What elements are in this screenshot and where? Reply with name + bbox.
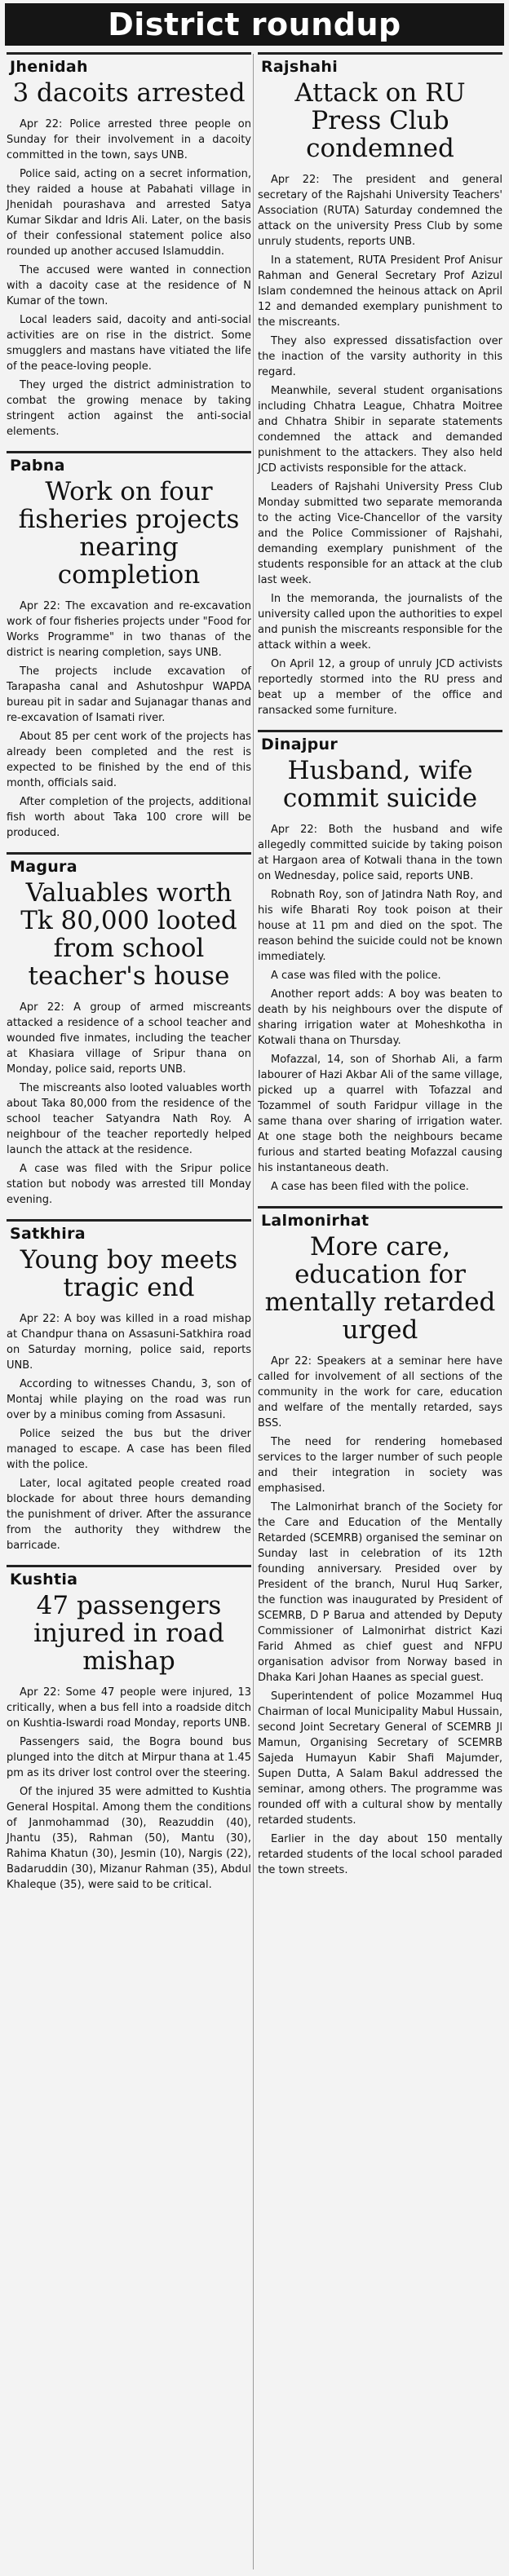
story-rule bbox=[258, 1206, 502, 1208]
news-story bbox=[7, 852, 251, 1208]
story-paragraph: They urged the district administration to combat the growing menace by taking stringent action against the anti-social elements. bbox=[7, 379, 251, 438]
story-body bbox=[7, 1000, 251, 1208]
story-paragraph: A case was filed with the Sripur police station but nobody was arrested till Monday evening. bbox=[7, 1163, 251, 1206]
dateline-place: Satkhira bbox=[10, 1225, 86, 1243]
story-paragraph: Of the injured 35 were admitted to Kushtia General Hospital. Among them the conditions of Janmohammad (30), Reazuddin (40), Jhantu (35), Rahman (50), Mantu (30), Rahima Khatun (30), Jesmin (10), Nargis (22), Badaruddin (30), Mizanur Rahman (35), Abdul Khaleque (35), were said to be critical. bbox=[7, 1786, 251, 1891]
story-paragraph: A case was filed with the police. bbox=[271, 970, 441, 982]
story-paragraph: Apr 22: Some 47 people were injured, 13 critically, when a bus fell into a roadside ditch on Kushtia-Iswardi road Monday, reports UNB. bbox=[7, 1686, 251, 1730]
story-paragraph: A case has been filed with the police. bbox=[271, 1181, 469, 1193]
story-headline: Husband, wife commit suicide bbox=[282, 756, 478, 813]
story-rule bbox=[7, 1219, 251, 1222]
dateline-place: Kushtia bbox=[10, 1571, 78, 1588]
story-body bbox=[7, 117, 251, 440]
story-headline: Young boy meets tragic end bbox=[20, 1245, 238, 1302]
story-paragraph: Another report adds: A boy was beaten to death by his neighbours over the dispute of sharing irrigation water at Moheshkotha in Kotwali thana on Thursday. bbox=[258, 988, 502, 1047]
story-body bbox=[258, 822, 502, 1195]
news-story bbox=[258, 52, 502, 718]
story-paragraph: Local leaders said, dacoity and anti-social activities are on rise in the district. Some smugglers and mastans have vitiated the life of the peace-loving people. bbox=[7, 314, 251, 373]
news-story bbox=[7, 1219, 251, 1553]
story-paragraph: Robnath Roy, son of Jatindra Nath Roy, and his wife Bharati Roy took poison at their house at 11 pm and died on the spot. The reason behind the suicide could not be known immediately. bbox=[258, 889, 502, 963]
story-body bbox=[258, 1354, 502, 1878]
dateline-place: Pabna bbox=[10, 457, 65, 475]
story-paragraph: Passengers said, the Bogra bound bus plunged into the ditch at Mirpur thana at 1.45 pm as its driver lost control over the steering. bbox=[7, 1736, 251, 1779]
story-paragraph: On April 12, a group of unruly JCD activists reportedly stormed into the RU press and beat up a member of the office and ransacked some furniture. bbox=[258, 658, 502, 717]
story-paragraph: Apr 22: Both the husband and wife allegedly committed suicide by taking poison at Hargaon area of Kotwali thana in the town on Wednesday, police said, reports UNB. bbox=[258, 824, 502, 882]
story-headline: Work on four fisheries projects nearing completion bbox=[18, 477, 240, 590]
story-paragraph: Earlier in the day about 150 mentally retarded students of the local school paraded the town streets. bbox=[258, 1833, 502, 1876]
story-paragraph: The accused were wanted in connection with a dacoity case at the residence of N Kumar of the town. bbox=[7, 264, 251, 307]
story-headline: Attack on RU Press Club condemned bbox=[294, 78, 466, 163]
story-paragraph: Later, local agitated people created road blockade for about three hours demanding the punishment of driver. After the assurance from the authority they withdrew the barricade. bbox=[7, 1478, 251, 1552]
story-paragraph: In a statement, RUTA President Prof Anisur Rahman and General Secretary Prof Azizul Islam condemned the heinous attack on April 12 and demanded exemplary punishment to the miscreants. bbox=[258, 254, 502, 329]
story-body bbox=[7, 1311, 251, 1553]
story-rule bbox=[258, 52, 502, 55]
story-paragraph: Mofazzal, 14, son of Shorhab Ali, a farm labourer of Hazi Akbar Ali of the same village, picked up a quarrel with Tofazzal and Tozammel of south Faridpur village in the same thana over sharing of irrigation water. At one stage both the neighbours became furious and started beating Mofazzal causing his instantaneous death. bbox=[258, 1054, 502, 1174]
news-story bbox=[258, 730, 502, 1195]
story-paragraph: The projects include excavation of Tarapasha canal and Ashutoshpur WAPDA bureau pit in sadar and Sujanagar thanas and re-excavation of Isamati river. bbox=[7, 665, 251, 724]
dateline-place: Magura bbox=[10, 858, 77, 876]
story-paragraph: Police seized the bus but the driver managed to escape. A case has been filed with the police. bbox=[7, 1428, 251, 1471]
story-paragraph: The need for rendering homebased services to the larger number of such people and their integration in society was emphasised. bbox=[258, 1436, 502, 1495]
story-paragraph: Apr 22: A group of armed miscreants attacked a residence of a school teacher and wounded five inmates, including the teacher at Khasiara village of Sripur thana on Monday, police said, reports UNB. bbox=[7, 1001, 251, 1076]
story-headline: Valuables worth Tk 80,000 looted from school teacher's house bbox=[20, 878, 237, 991]
section-banner: District roundup bbox=[5, 3, 504, 46]
story-paragraph: Apr 22: The president and general secretary of the Rajshahi University Teachers' Association (RUTA) Saturday condemned the attack on the university Press Club by some unruly students, reports UNB. bbox=[258, 174, 502, 248]
story-paragraph: In the memoranda, the journalists of the university called upon the authorities to expel and punish the miscreants responsible for the attack within a week. bbox=[258, 593, 503, 652]
news-story bbox=[7, 1565, 251, 1893]
story-rule bbox=[7, 852, 251, 855]
story-headline: 3 dacoits arrested bbox=[12, 78, 246, 108]
story-rule bbox=[7, 1565, 251, 1567]
story-body bbox=[7, 599, 251, 841]
story-rule bbox=[258, 730, 502, 732]
news-story bbox=[258, 1206, 502, 1878]
dateline-place: Jhenidah bbox=[10, 58, 88, 76]
story-body bbox=[7, 1685, 251, 1893]
dateline-place: Dinajpur bbox=[261, 736, 339, 753]
dateline-place: Lalmonirhat bbox=[261, 1212, 370, 1230]
right-column bbox=[258, 52, 502, 1889]
news-story bbox=[7, 451, 251, 841]
story-paragraph: Apr 22: The excavation and re-excavation work of four fisheries projects under "Food for Works Programme" in two thanas of the district is nearing completion, says UNB. bbox=[7, 600, 251, 659]
story-paragraph: According to witnesses Chandu, 3, son of Montaj while playing on the road was run over by a minibus coming from Assasuni. bbox=[7, 1378, 251, 1421]
story-rule bbox=[7, 52, 251, 55]
left-column bbox=[7, 52, 251, 1904]
story-paragraph: Police said, acting on a secret information, they raided a house at Pabahati village in Jhenidah pourashava and arrested Satya Kumar Sikdar and Idris Ali. Later, on the basis of their confessional statement police also rounded up another accused Islamuddin. bbox=[7, 168, 251, 258]
story-body bbox=[258, 172, 502, 718]
story-paragraph: They also expressed dissatisfaction over the inaction of the varsity authority in this regard. bbox=[258, 335, 502, 378]
story-rule bbox=[7, 451, 251, 453]
story-paragraph: The miscreants also looted valuables worth about Taka 80,000 from the residence of the school teacher Satyandra Nath Roy. A neighbour of the teacher reportedly helped launch the attack at the residence. bbox=[7, 1082, 251, 1156]
story-paragraph: About 85 per cent work of the projects has already been completed and the rest is expected to be finished by the end of this month, officials said. bbox=[7, 731, 251, 789]
story-headline: More care, education for mentally retarded urged bbox=[264, 1232, 496, 1345]
story-paragraph: Leaders of Rajshahi University Press Club Monday submitted two separate memoranda to the acting Vice-Chancellor of the varsity and the Police Commissioner of Rajshahi, demanding exemplary punishment of the students responsible for an attack at the club last week. bbox=[258, 481, 502, 586]
story-paragraph: Superintendent of police Mozammel Huq Chairman of local Municipality Mabul Hussain, second Joint Secretary General of SCEMRB Jl Mamun, Organising Secretary of SCEMRB Sajeda Humayun Kabir Shafi Majumder, Supen Dutta, A Salam Bakul addressed the seminar, among others. The programme was rounded off with a cultural show by mentally retarded students. bbox=[258, 1690, 502, 1827]
story-headline: 47 passengers injured in road mishap bbox=[33, 1591, 224, 1676]
news-story bbox=[7, 52, 251, 440]
story-paragraph: Apr 22: Speakers at a seminar here have called for involvement of all sections of the community in the work for care, education and welfare of the mentally retarded, says BSS. bbox=[258, 1355, 502, 1429]
story-paragraph: Apr 22: A boy was killed in a road mishap at Chandpur thana on Assasuni-Satkhira road on Saturday morning, police said, reports UNB. bbox=[7, 1313, 251, 1372]
story-paragraph: Meanwhile, several student organisations including Chhatra League, Chhatra Moitree and Chhatra Shibir in separate statements condemned the attack and demanded punishment to the attackers. They also held JCD activists responsible for the attack. bbox=[258, 385, 502, 475]
story-paragraph: After completion of the projects, additional fish worth about Taka 100 crore will be produced. bbox=[7, 796, 251, 839]
story-paragraph: The Lalmonirhat branch of the Society for the Care and Education of the Mentally Retarded (SCEMRB) organised the seminar on Sunday last in celebration of its 12th founding anniversary. Presided over by President of the branch, Nurul Huq Sarker, the function was inaugurated by President of SCEMRB, D P Barua and attended by Deputy Commissioner of Lalmonirhat district Kazi Farid Ahmed as chief guest and NFPU organisation advisor from Norway based in Dhaka Kari Johan Haanes as special guest. bbox=[258, 1501, 502, 1684]
column-divider bbox=[253, 54, 254, 2569]
story-paragraph: Apr 22: Police arrested three people on Sunday for their involvement in a dacoity committed in the town, says UNB. bbox=[7, 118, 251, 161]
dateline-place: Rajshahi bbox=[261, 58, 339, 76]
